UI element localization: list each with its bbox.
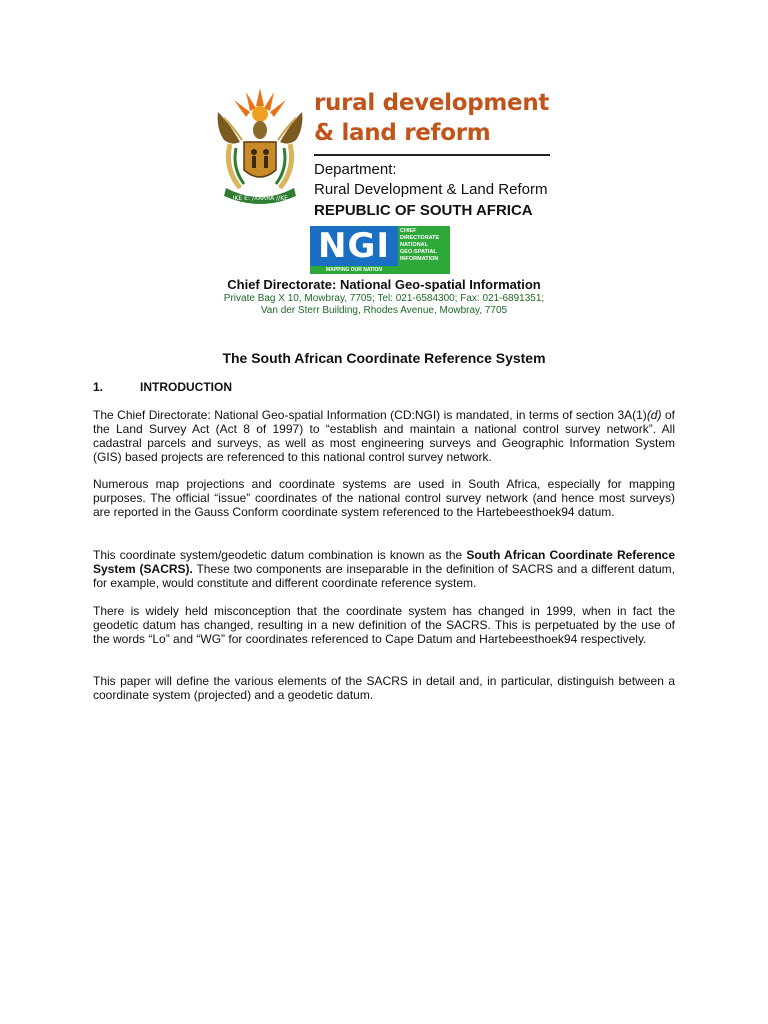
ngi-logo-small-text: CHIEF DIRECTORATE NATIONAL GEO-SPATIAL INFORMATION [400,228,440,262]
department-logo [210,84,555,219]
address-block [0,293,768,317]
address-line-2: Van der Sterr Building, Rhodes Avenue, Mowbray, 7705 [260,305,508,316]
logo-country: REPUBLIC OF SOUTH AFRICA [314,202,533,219]
document-title: The South African Coordinate Reference System [222,350,546,366]
logo-divider [314,154,550,156]
ngi-logo-tagline: MAPPING OUR NATION [310,266,398,274]
logo-department-name: Rural Development & Land Reform [314,181,548,198]
svg-text:!KE E: /XARRA //KE: !KE E: /XARRA //KE [232,195,288,202]
logo-line-rural-development: rural development [314,90,550,116]
paragraph-coordinate-systems: Numerous map projections and coordinate systems are used in South Africa, especially for mapping purposes. The official “issue” coordinates of the national control survey network (and hence most surveys) are reported in the Gauss Conform coordinate system referenced to the Hartebeesthoek94 datum. [93,477,675,519]
ngi-logo-letters: NGI [317,226,390,266]
directorate-heading: Chief Directorate: National Geo-spatial Information [227,277,541,292]
logo-department-label: Department: [314,161,397,178]
department-logo-text [314,88,554,222]
paragraph-paper-purpose: This paper will define the various elements of the SACRS in detail and, in particular, distinguish between a coordinate system (projected) and a geodetic datum. [93,674,675,702]
section-heading [93,380,232,394]
section-number: 1. [93,380,104,394]
paragraph-misconception: There is widely held misconception that the coordinate system has changed in 1999, when in fact the geodetic datum has changed, resulting in a new definition of the SACRS. This is perpetuated by the use of the words “Lo” and “WG” for coordinates referenced to Cape Datum and Hartebeesthoek94 respectively. [93,604,675,646]
logo-line-land-reform: & land reform [314,120,491,146]
paragraph-sacrs-definition: This coordinate system/geodetic datum combination is known as the South African Coordinate Reference System (SACRS). These two components are inseparable in the definition of SACRS and a different datum, for example, would constitute and different coordinate reference system. [93,548,676,590]
section-title: INTRODUCTION [140,380,232,394]
paragraph-mandate: The Chief Directorate: National Geo-spatial Information (CD:NGI) is mandated, in terms of section 3A(1)(d) of the Land Survey Act (Act 8 of 1997) to “establish and maintain a national control survey network”. All cadastral parcels and surveys, as well as most engineering surveys and Geographic Information System (GIS) based projects are referenced to this national control survey network. [93,408,675,464]
ngi-logo [310,226,450,274]
coat-of-arms-icon [210,84,310,212]
address-line-1: Private Bag X 10, Mowbray, 7705; Tel: 021-6584300; Fax: 021-6891351; [223,293,545,304]
